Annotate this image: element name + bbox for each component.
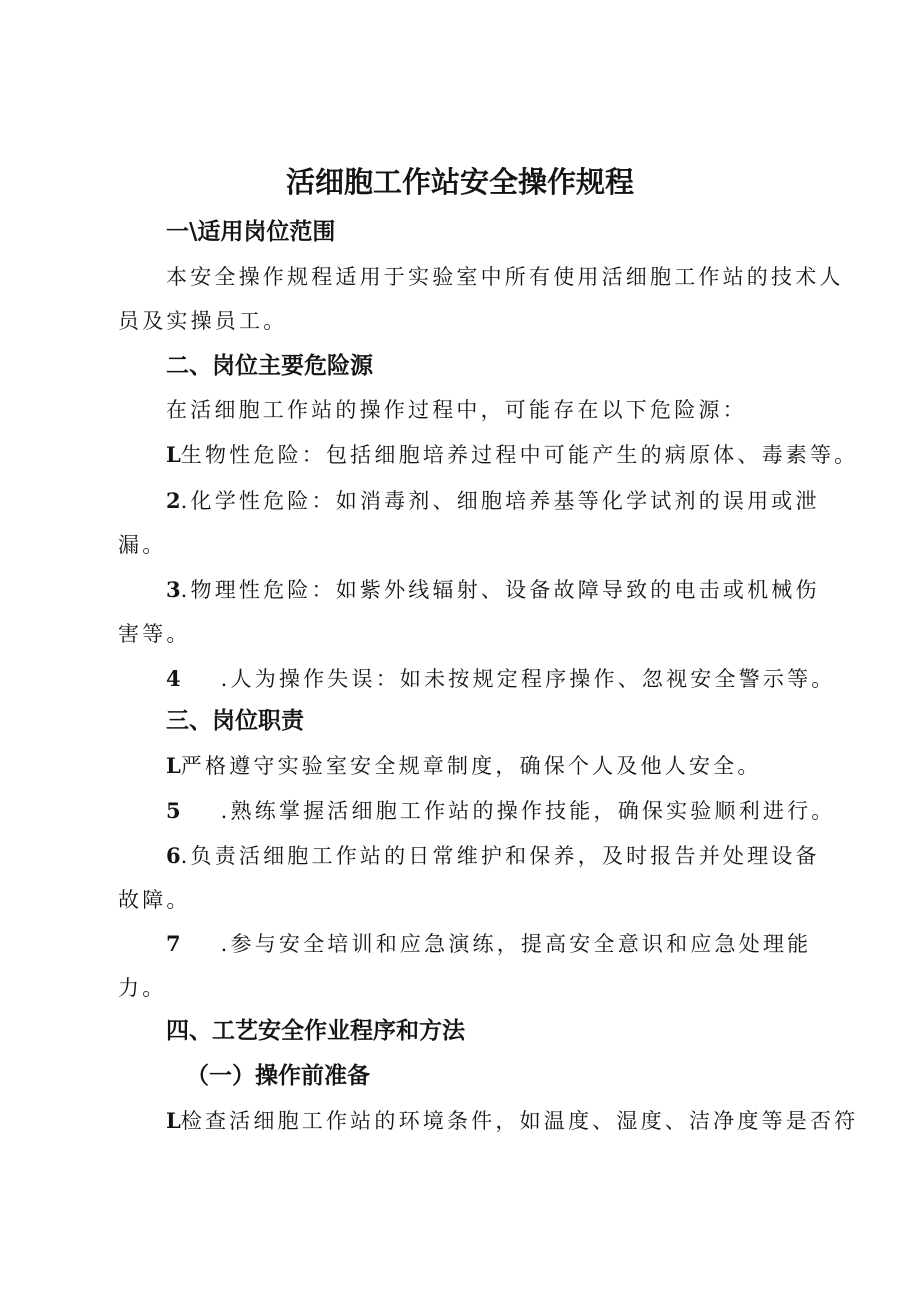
section-heading-hazards: 二、岗位主要危险源 (166, 353, 373, 379)
list-item-number: L (166, 753, 181, 778)
list-item-text: .参与安全培训和应急演练，提高安全意识和应急处理能 (220, 932, 812, 956)
section-heading-duties: 三、岗位职责 (166, 708, 304, 734)
list-item (166, 575, 820, 605)
list-item-text: 检查活细胞工作站的环境条件，如温度、湿度、洁净度等是否符 (180, 1109, 859, 1133)
section-heading-procedures: 四、工艺安全作业程序和方法 (166, 1018, 465, 1044)
list-item (166, 751, 762, 781)
list-item (166, 486, 820, 516)
list-item (166, 929, 811, 959)
list-item-number: 7 (166, 931, 181, 956)
paragraph-intro: 在活细胞工作站的操作过程中，可能存在以下危险源： (166, 398, 747, 422)
list-item-number: 5 (166, 798, 181, 823)
list-item (166, 440, 858, 470)
list-item (166, 796, 836, 826)
paragraph-line: 本安全操作规程适用于实验室中所有使用活细胞工作站的技术人 (166, 265, 844, 289)
list-item-text: 生物性危险：包括细胞培养过程中可能产生的病原体、毒素等。 (180, 443, 859, 467)
list-item-text: .物理性危险：如紫外线辐射、设备故障导致的电击或机械伤 (180, 578, 820, 602)
list-item-text: .负责活细胞工作站的日常维护和保养，及时报告并处理设备 (180, 844, 820, 868)
list-item-text: .化学性危险：如消毒剂、细胞培养基等化学试剂的误用或泄 (180, 489, 820, 513)
list-item-number: L (166, 1108, 181, 1133)
list-item (166, 841, 820, 871)
list-item-number: 4 (166, 666, 181, 691)
list-item-number: 3 (166, 577, 181, 602)
list-item-number: 6 (166, 843, 181, 868)
list-item-number: 2 (166, 488, 181, 513)
list-item-text: 严格遵守实验室安全规章制度，确保个人及他人安全。 (180, 754, 762, 778)
list-item-continuation: 力。 (118, 976, 167, 1000)
list-item-continuation: 故障。 (118, 888, 191, 912)
list-item-continuation: 害等。 (118, 622, 191, 646)
subsection-heading-preparation: （一）操作前准备 (186, 1063, 370, 1089)
list-item (166, 664, 836, 694)
list-item (166, 1106, 858, 1136)
list-item-continuation: 漏。 (118, 533, 167, 557)
section-heading-scope: 一\适用岗位范围 (166, 219, 336, 245)
paragraph-line: 员及实操员工。 (118, 309, 288, 333)
list-item-number: L (166, 442, 181, 467)
document-title: 活细胞工作站安全操作规程 (285, 165, 634, 199)
list-item-text: .人为操作失误：如未按规定程序操作、忽视安全警示等。 (220, 667, 836, 691)
list-item-text: .熟练掌握活细胞工作站的操作技能，确保实验顺利进行。 (220, 799, 836, 823)
